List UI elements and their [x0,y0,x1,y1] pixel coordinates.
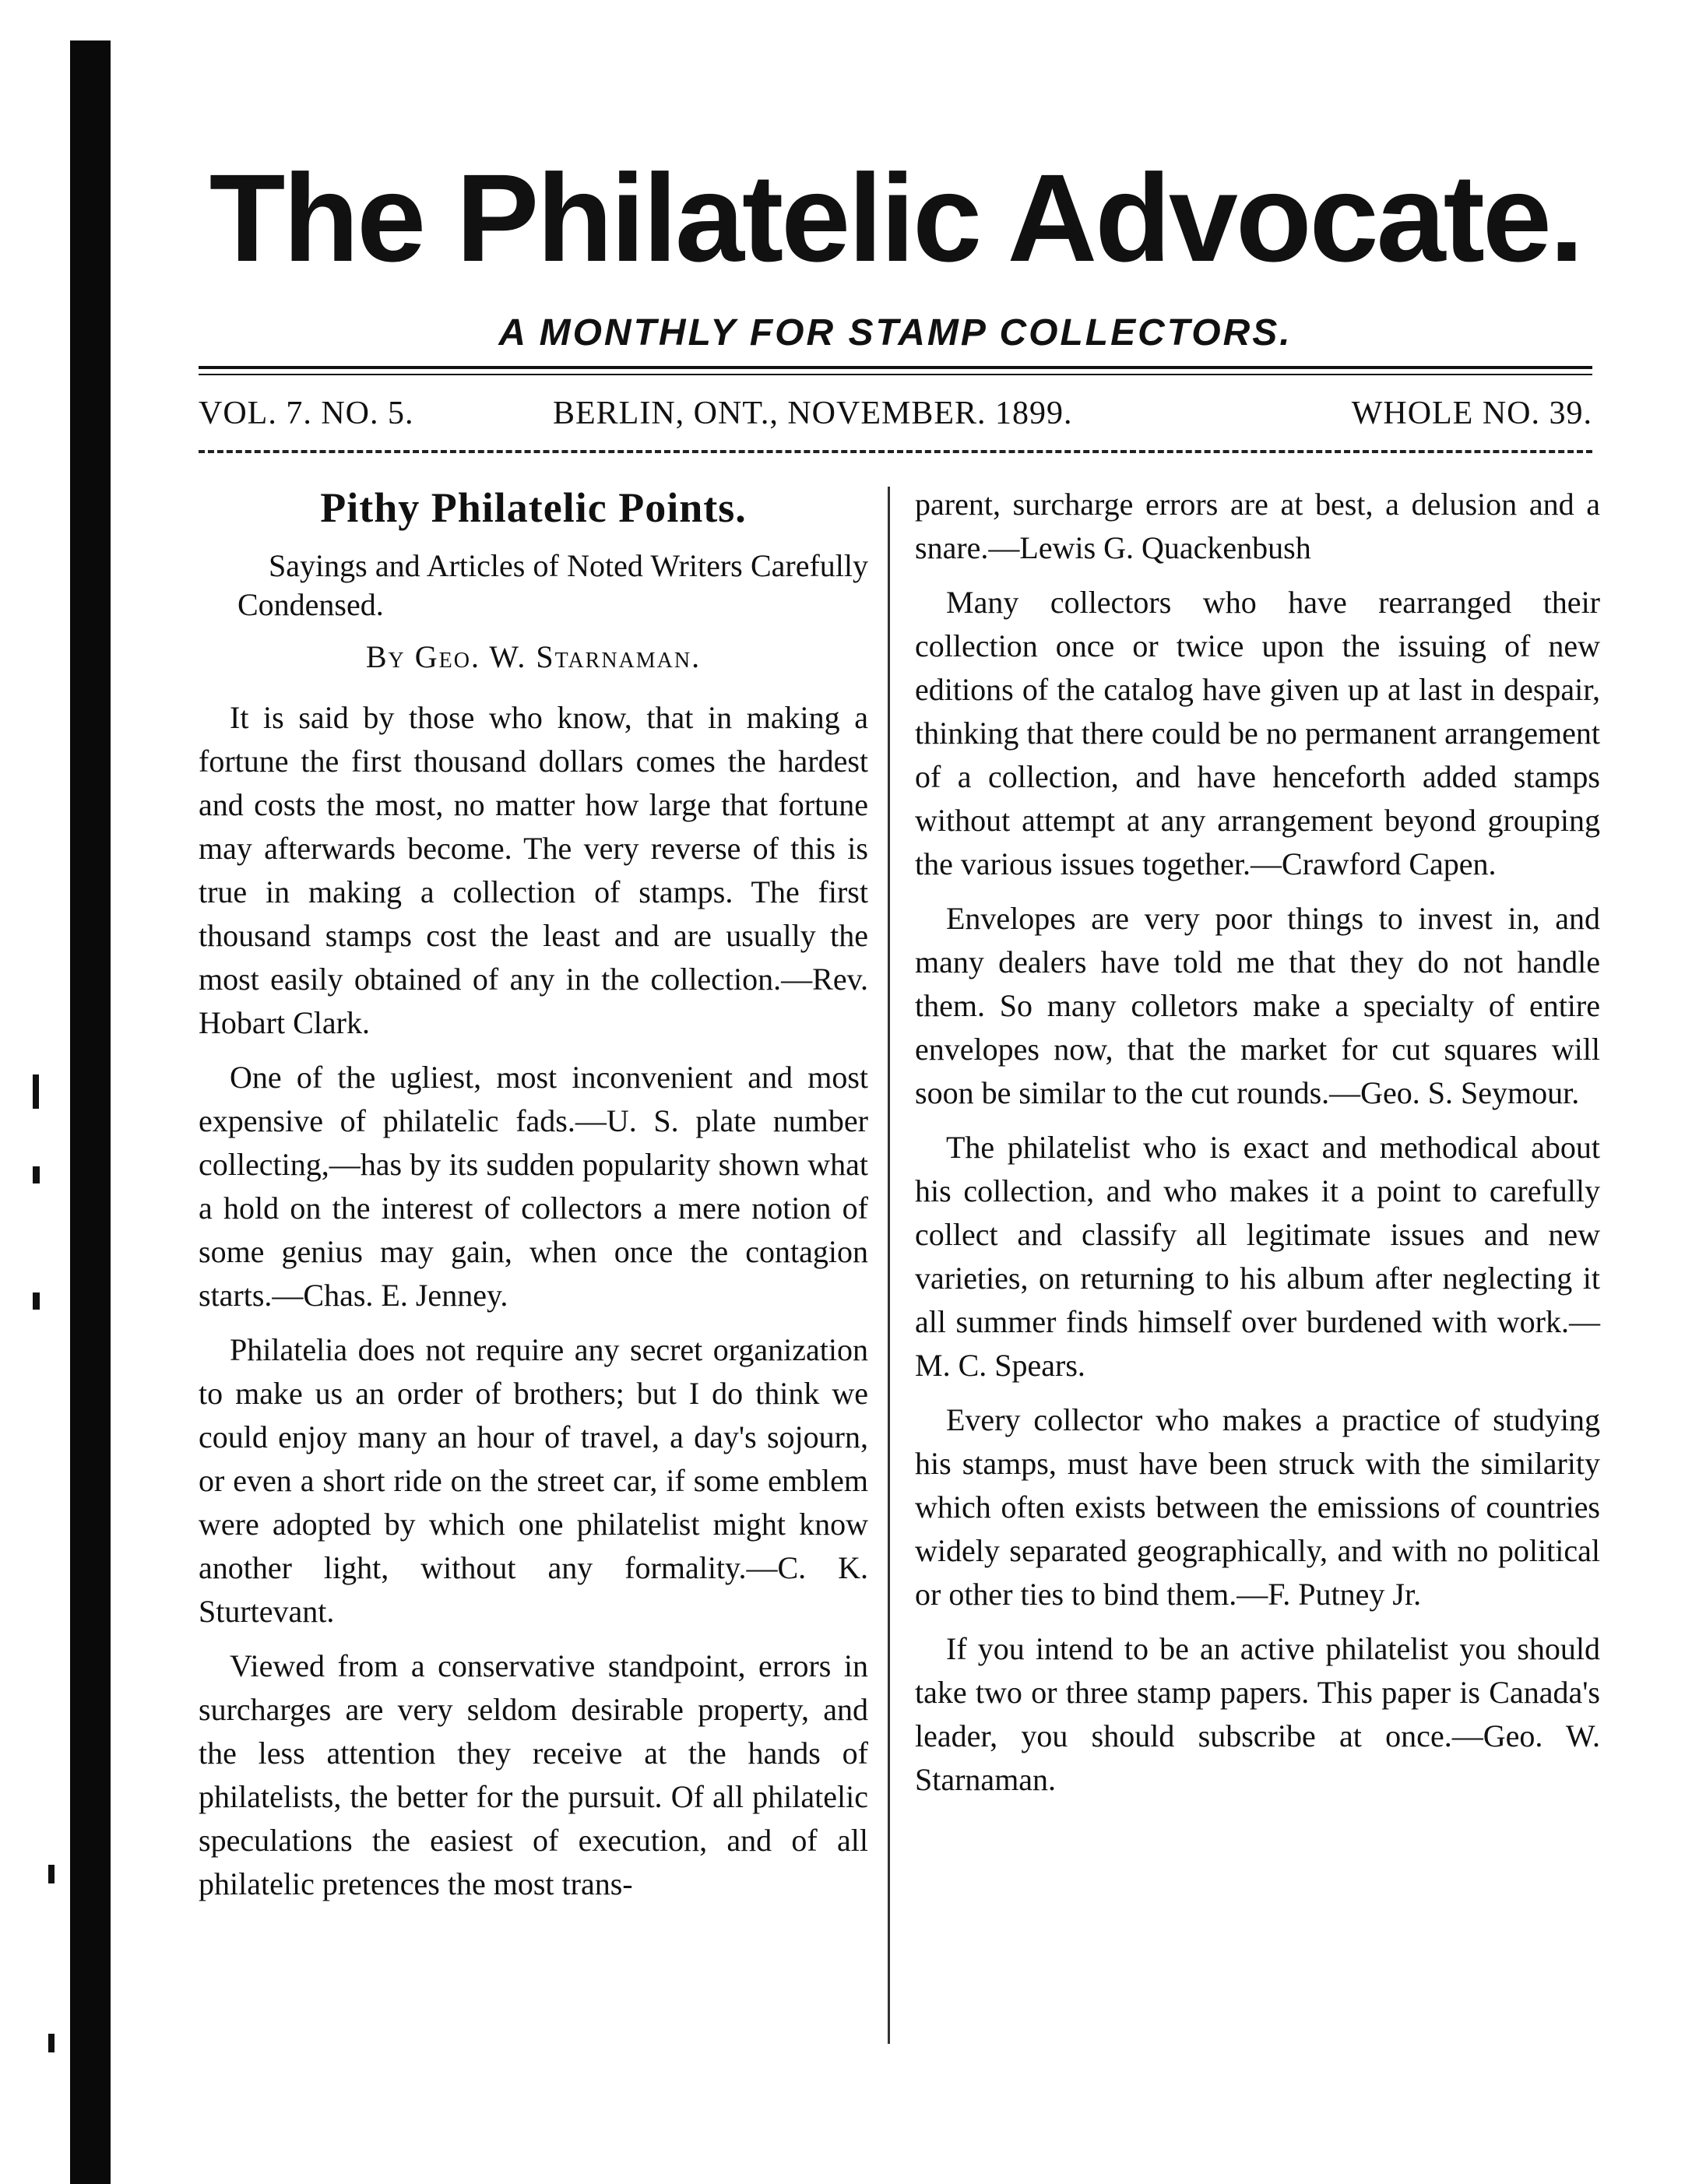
column-left [199,483,868,1917]
top-rule [199,366,1592,369]
paragraph: The philatelist who is exact and methodical about his collection, and who makes it a point to carefully collect and classify all legitimate issues and new varieties, on returning to his album after neglecting it all summer finds himself over burdened with work.—M. C. Spears. [915,1130,1600,1383]
issue-rule [199,450,1592,453]
margin-mark [33,1292,40,1310]
margin-mark [48,2034,55,2052]
article-subtitle: Sayings and Articles of Noted Writers Carefully Condensed. [237,548,868,622]
binding-edge [70,40,111,2184]
paragraph-continuation: parent, surcharge errors are at best, a delusion and a snare.—Lewis G. Quackenbush [915,487,1600,565]
volume-number: VOL. 7. NO. 5. [199,396,414,431]
paragraph: Every collector who makes a practice of studying his stamps, must have been struck with the similarity which often exists between the emissions of countries widely separated geographically, and with no political or other ties to bind them.—F. Putney Jr. [915,1402,1600,1612]
masthead-title: The Philatelic Advocate. [209,148,1582,287]
whole-number: WHOLE NO. 39. [1351,396,1592,431]
paragraph: Many collectors who have rearranged their collection once or twice upon the issuing of new editions of the catalog have given up at last in despair, thinking that there could be no permanent arrangement of a collection, and have henceforth added stamps without attempt at any arrangement beyond grouping the various issues together.—Crawford Capen. [915,585,1600,881]
issue-line [199,395,1592,441]
column-right [915,483,1600,1813]
paragraph: Envelopes are very poor things to invest in, and many dealers have told me that they do not handle them. So many colletors make a specialty of entire envelopes now, that the market for cut squares will soon be similar to the cut rounds.—Geo. S. Seymour. [915,901,1600,1110]
column-divider [888,487,890,2044]
top-rule-thin [199,374,1592,375]
margin-mark [48,1865,55,1883]
place-date: BERLIN, ONT., NOVEMBER. 1899. [553,396,1073,431]
article-title: Pithy Philatelic Points. [320,484,747,531]
byline: By Geo. W. Starnaman. [365,639,702,674]
paragraph: If you intend to be an active philatelist you should take two or three stamp papers. This paper is Canada's leader, you should subscribe at once.—Geo. W. Starnaman. [915,1631,1600,1797]
paragraph: Philatelia does not require any secret organization to make us an order of brothers; but I do think we could enjoy many an hour of travel, a day's sojourn, or even a short ride on the street car, if some emblem were adopted by which one philatelist might know another light, without any formality.—C. K. Sturtevant. [199,1332,868,1629]
masthead-subtitle: A MONTHLY FOR STAMP COLLECTORS. [498,312,1293,353]
paragraph: Viewed from a conservative standpoint, errors in surcharges are very seldom desirable property, and the less attention they receive at the hands of philatelists, the better for the pursuit. Of all philatelic speculations the easiest of execution, and of all philatelic pretences the most trans- [199,1648,868,1901]
margin-mark [33,1074,39,1109]
paragraph: It is said by those who know, that in making a fortune the first thousand dollars comes the hardest and costs the most, no matter how large that fortune may afterwards become. The very reverse of this is true in making a collection of stamps. The first thousand stamps cost the least and are usually the most easily obtained of any in the collection.—Rev. Hobart Clark. [199,700,868,1040]
margin-mark [33,1166,40,1183]
paragraph: One of the ugliest, most inconvenient and most expensive of philatelic fads.—U. S. plate number collecting,—has by its sudden popularity shown what a hold on the interest of collectors a mere notion of some genius may gain, when once the contagion starts.—Chas. E. Jenney. [199,1060,868,1313]
